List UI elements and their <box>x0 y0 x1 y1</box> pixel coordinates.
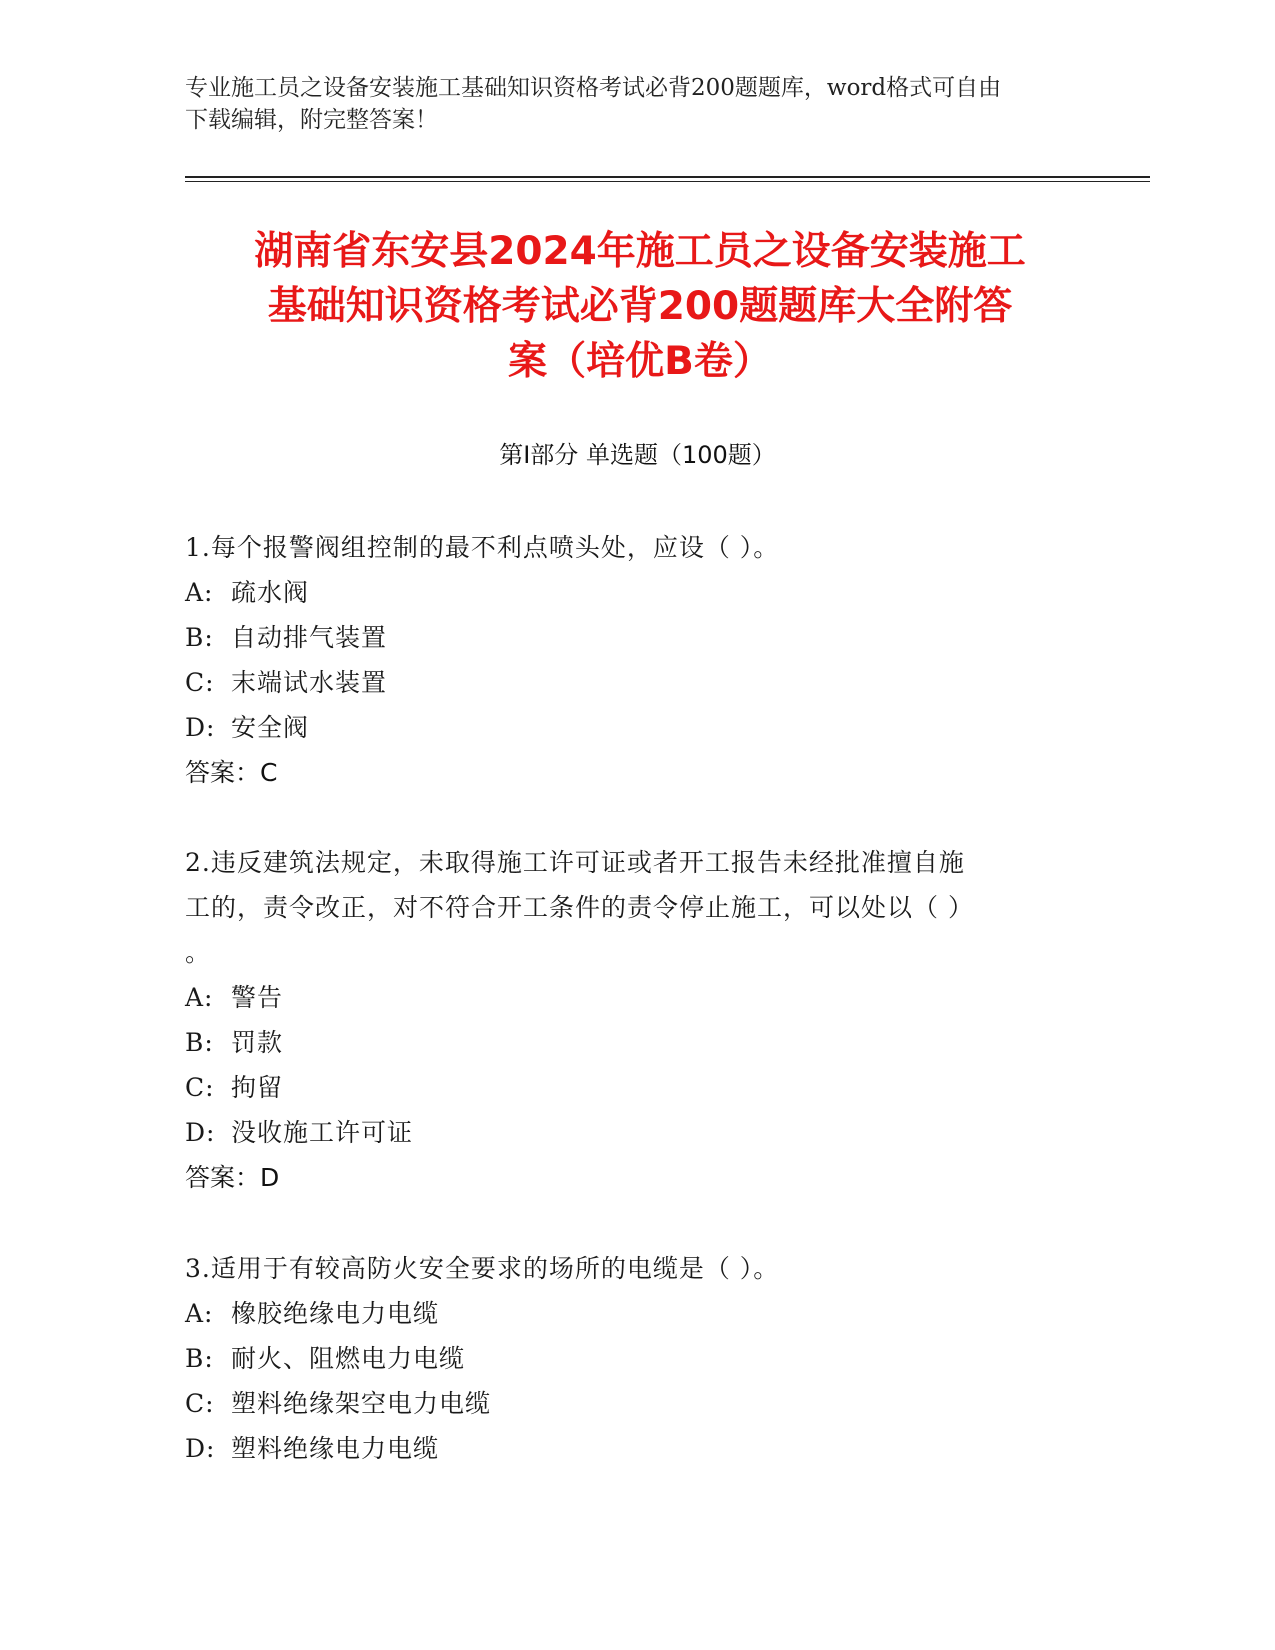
header-note-line: 下载编辑，附完整答案！ <box>185 107 438 133</box>
option-key: C: <box>185 1389 215 1418</box>
title-line: 基础知识资格考试必背200题题库大全附答 <box>267 284 1013 329</box>
option-key: B: <box>185 1028 214 1057</box>
option-key: D: <box>185 1118 216 1147</box>
option-text: 安全阀 <box>231 713 310 742</box>
header-divider <box>185 176 1150 178</box>
question-2 <box>185 840 1065 1200</box>
option-text: 拘留 <box>231 1073 284 1102</box>
question-stem: 1.每个报警阀组控制的最不利点喷头处，应设（ ）。 <box>185 533 780 562</box>
option-d <box>185 1426 1065 1471</box>
option-text: 塑料绝缘架空电力电缆 <box>231 1389 492 1418</box>
title-line: 案（培优B卷） <box>508 339 772 384</box>
option-key: B: <box>185 1344 214 1373</box>
question-stem: 3.适用于有较高防火安全要求的场所的电缆是（ ）。 <box>185 1254 780 1283</box>
answer-line: 答案：C <box>185 758 278 787</box>
answer-line: 答案：D <box>185 1163 280 1192</box>
option-key: C: <box>185 668 215 697</box>
option-d <box>185 705 1065 750</box>
option-key: D: <box>185 1434 216 1463</box>
option-c <box>185 660 1065 705</box>
option-text: 疏水阀 <box>231 578 310 607</box>
question-stem-line: 。 <box>185 938 212 967</box>
question-3 <box>185 1246 1065 1471</box>
option-c <box>185 1381 1065 1426</box>
header-note <box>185 72 1065 136</box>
option-c <box>185 1065 1065 1110</box>
option-text: 耐火、阻燃电力电缆 <box>231 1344 466 1373</box>
question-1 <box>185 525 1065 795</box>
option-key: D: <box>185 713 216 742</box>
option-text: 自动排气装置 <box>231 623 388 652</box>
question-stem-line: 2.违反建筑法规定，未取得施工许可证或者开工报告未经批准擅自施 <box>185 848 965 877</box>
option-text: 警告 <box>231 983 284 1012</box>
option-text: 橡胶绝缘电力电缆 <box>231 1299 440 1328</box>
option-b <box>185 1020 1065 1065</box>
option-text: 塑料绝缘电力电缆 <box>231 1434 440 1463</box>
document-title <box>170 224 1110 389</box>
header-note-line: 专业施工员之设备安装施工基础知识资格考试必背200题题库，word格式可自由 <box>185 75 1002 101</box>
option-text: 罚款 <box>231 1028 284 1057</box>
option-key: A: <box>185 578 214 607</box>
option-key: B: <box>185 623 214 652</box>
option-d <box>185 1110 1065 1155</box>
header-divider-thin <box>185 181 1150 182</box>
option-text: 末端试水装置 <box>231 668 388 697</box>
option-b <box>185 1336 1065 1381</box>
section-title: 第I部分 单选题（100题） <box>499 441 776 469</box>
option-key: A: <box>185 983 214 1012</box>
title-line: 湖南省东安县2024年施工员之设备安装施工 <box>254 229 1026 274</box>
option-key: A: <box>185 1299 214 1328</box>
option-a <box>185 975 1065 1020</box>
option-key: C: <box>185 1073 215 1102</box>
option-text: 没收施工许可证 <box>231 1118 414 1147</box>
option-a <box>185 1291 1065 1336</box>
option-a <box>185 570 1065 615</box>
question-stem-line: 工的，责令改正，对不符合开工条件的责令停止施工，可以处以（ ） <box>185 893 974 922</box>
option-b <box>185 615 1065 660</box>
